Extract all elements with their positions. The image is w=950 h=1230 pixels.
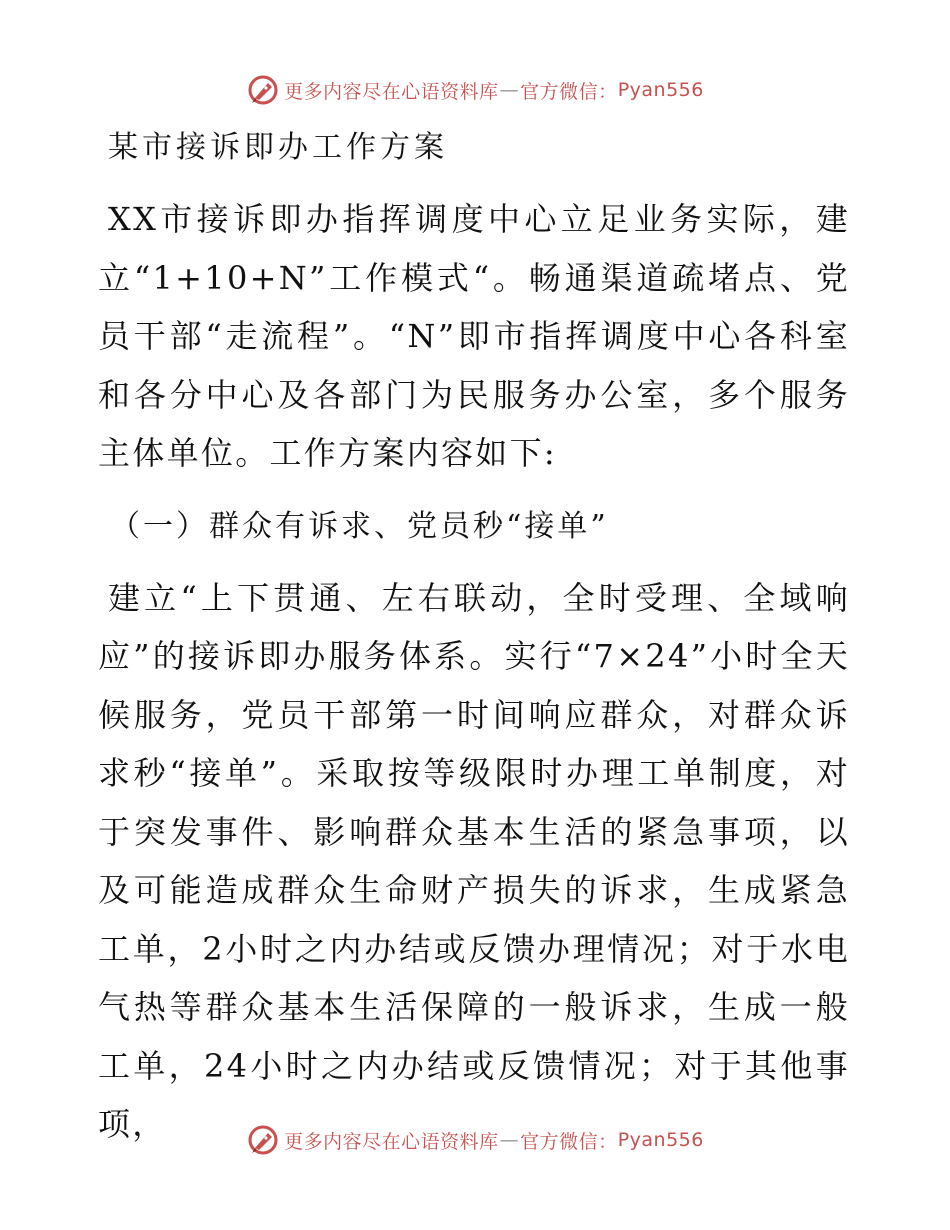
watermark-lead-text: 更多内容尽在心语资料库 [284,1130,499,1153]
watermark-wechat-id: Pyan556 [617,79,704,101]
section-heading-1: （一）群众有诉求、党员秒“接单” [110,508,609,544]
watermark-lead-text: 更多内容尽在心语资料库 [284,80,499,103]
watermark-dash: — [499,1129,520,1151]
watermark-dash: — [499,79,520,101]
pen-nib-logo-icon [246,1123,280,1157]
document-body [98,120,850,1154]
document-title: 某市接诉即办工作方案 [108,130,448,165]
watermark-tail-text: 官方微信： [520,80,618,103]
header-watermark [0,70,950,110]
footer-watermark [0,1120,950,1160]
section-1-paragraph: 建立“上下贯通、左右联动，全时受理、全域响应”的接诉即办服务体系。实行“7×24”小时全天候服务，党员干部第一时间响应群众，对群众诉求秒“接单”。采取按等级限时办理工单制度，对于突发事件、影响群众基本生活的紧急事项，以及可能造成群众生命财产损失的诉求，生成紧急工单，2小时之内办结或反馈办理情况；对于水电气热等群众基本生活保障的一般诉求，生成一般工单，24小时之内办结或反馈情况；对于其他事项， [98,578,850,1143]
watermark-wechat-id: Pyan556 [617,1129,704,1151]
intro-paragraph: XX市接诉即办指挥调度中心立足业务实际，建立“1+10+N”工作模式“。畅通渠道疏堵点、党员干部“走流程”。“N”即市指挥调度中心各科室和各分中心及各部门为民服务办公室，多个服务主体单位。工作方案内容如下: [98,200,850,472]
pen-nib-logo-icon [246,73,280,107]
watermark-tail-text: 官方微信： [520,1130,618,1153]
